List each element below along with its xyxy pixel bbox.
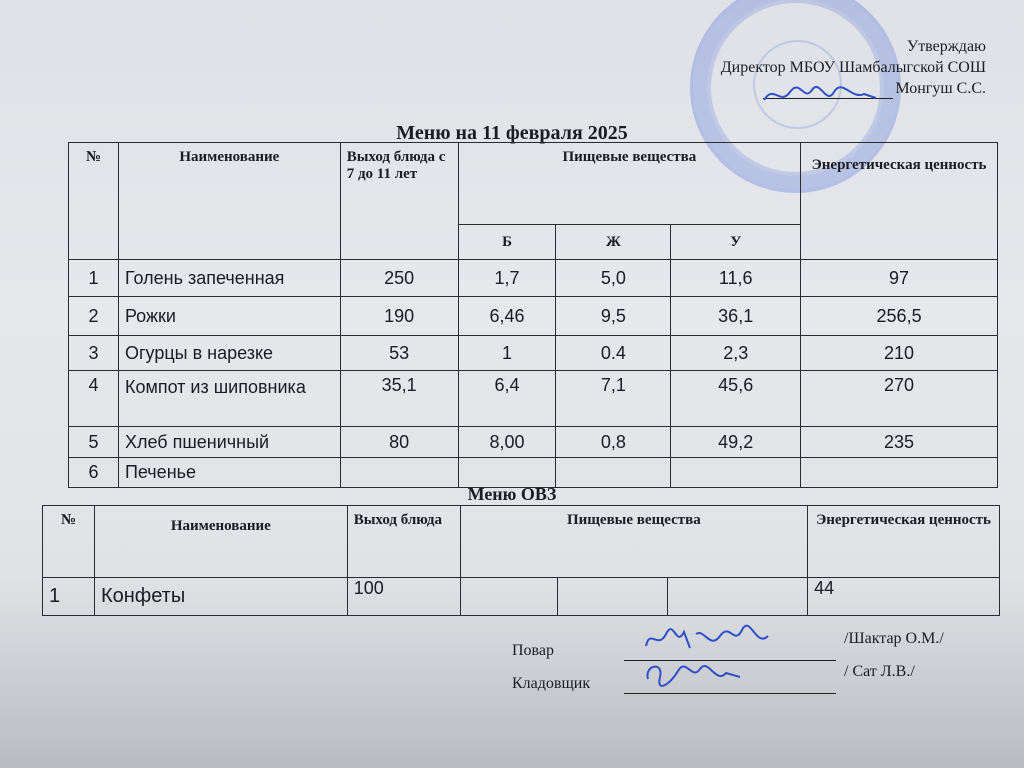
table-row bbox=[43, 578, 1000, 616]
dish-protein: 1,7 bbox=[458, 260, 556, 297]
director-signature bbox=[760, 80, 880, 110]
row-number: 3 bbox=[69, 336, 119, 371]
row-number: 5 bbox=[69, 427, 119, 458]
dish-name: Компот из шиповника bbox=[118, 371, 340, 427]
cook-label: Повар bbox=[512, 642, 554, 659]
dish-carbs: 36,1 bbox=[671, 297, 801, 336]
dish-protein bbox=[458, 458, 556, 488]
dish-name: Конфеты bbox=[94, 578, 347, 616]
row-number: 1 bbox=[43, 578, 95, 616]
storekeeper-signature-row bbox=[512, 663, 915, 693]
dish-fat bbox=[556, 458, 671, 488]
col-header-protein: Б bbox=[458, 225, 556, 260]
dish-carbs: 45,6 bbox=[671, 371, 801, 427]
col-header-output: Выход блюда с 7 до 11 лет bbox=[340, 143, 458, 260]
dish-name: Рожки bbox=[118, 297, 340, 336]
ovz-menu-table bbox=[42, 505, 1000, 616]
dish-fat: 7,1 bbox=[556, 371, 671, 427]
menu-title: Меню на 11 февраля 2025 bbox=[396, 122, 628, 144]
col-header-fat: Ж bbox=[556, 225, 671, 260]
ovz-col-header-energy: Энергетическая ценность bbox=[808, 506, 1000, 578]
dish-energy: 210 bbox=[801, 336, 998, 371]
table-row bbox=[69, 427, 998, 458]
storekeeper-name: / Сат Л.В./ bbox=[844, 663, 915, 680]
dish-carbs bbox=[671, 458, 801, 488]
storekeeper-label: Кладовщик bbox=[512, 675, 591, 692]
ovz-col-header-output: Выход блюда bbox=[347, 506, 460, 578]
menu-table-header-row bbox=[69, 143, 998, 225]
menu-table bbox=[68, 142, 998, 488]
dish-output bbox=[340, 458, 458, 488]
col-header-name: Наименование bbox=[118, 143, 340, 260]
dish-name: Печенье bbox=[118, 458, 340, 488]
table-row bbox=[69, 260, 998, 297]
dish-protein: 8,00 bbox=[458, 427, 556, 458]
dish-output: 100 bbox=[347, 578, 460, 616]
table-row bbox=[69, 458, 998, 488]
dish-energy: 235 bbox=[801, 427, 998, 458]
dish-protein: 6,4 bbox=[458, 371, 556, 427]
dish-name: Огурцы в нарезке bbox=[118, 336, 340, 371]
dish-protein: 1 bbox=[458, 336, 556, 371]
approval-heading: Утверждаю bbox=[906, 38, 986, 55]
dish-protein bbox=[460, 578, 558, 616]
dish-carbs: 49,2 bbox=[671, 427, 801, 458]
ovz-col-header-number: № bbox=[43, 506, 95, 578]
dish-carbs: 11,6 bbox=[671, 260, 801, 297]
row-number: 2 bbox=[69, 297, 119, 336]
dish-energy: 270 bbox=[801, 371, 998, 427]
dish-energy: 44 bbox=[808, 578, 1000, 616]
dish-energy: 97 bbox=[801, 260, 998, 297]
table-row bbox=[69, 336, 998, 371]
cook-signature-row bbox=[512, 630, 944, 660]
dish-energy: 256,5 bbox=[801, 297, 998, 336]
row-number: 4 bbox=[69, 371, 119, 427]
director-name: Монгуш С.С. bbox=[895, 80, 986, 97]
dish-carbs bbox=[668, 578, 808, 616]
dish-output: 250 bbox=[340, 260, 458, 297]
row-number: 1 bbox=[69, 260, 119, 297]
dish-fat: 5,0 bbox=[556, 260, 671, 297]
ovz-col-header-name: Наименование bbox=[94, 506, 347, 578]
storekeeper-signature bbox=[640, 655, 750, 695]
dish-fat: 0,8 bbox=[556, 427, 671, 458]
col-header-energy: Энергетическая ценность bbox=[801, 143, 998, 260]
dish-name: Голень запеченная bbox=[118, 260, 340, 297]
dish-fat bbox=[558, 578, 668, 616]
dish-output: 53 bbox=[340, 336, 458, 371]
dish-output: 190 bbox=[340, 297, 458, 336]
ovz-col-header-nutrients: Пищевые вещества bbox=[460, 506, 808, 578]
col-header-number: № bbox=[69, 143, 119, 260]
dish-name: Хлеб пшеничный bbox=[118, 427, 340, 458]
dish-output: 80 bbox=[340, 427, 458, 458]
dish-output: 35,1 bbox=[340, 371, 458, 427]
dish-fat: 0.4 bbox=[556, 336, 671, 371]
col-header-carbs: У bbox=[671, 225, 801, 260]
table-row bbox=[69, 371, 998, 427]
dish-carbs: 2,3 bbox=[671, 336, 801, 371]
cook-name: /Шактар О.М./ bbox=[844, 630, 944, 647]
cook-signature bbox=[640, 620, 780, 660]
dish-fat: 9,5 bbox=[556, 297, 671, 336]
table-row bbox=[69, 297, 998, 336]
ovz-table-header-row bbox=[43, 506, 1000, 578]
row-number: 6 bbox=[69, 458, 119, 488]
ovz-menu-title: Меню ОВЗ bbox=[467, 484, 557, 504]
col-header-nutrients: Пищевые вещества bbox=[458, 143, 801, 225]
dish-energy bbox=[801, 458, 998, 488]
dish-protein: 6,46 bbox=[458, 297, 556, 336]
approval-position: Директор МБОУ Шамбалыгской СОШ bbox=[720, 59, 986, 76]
